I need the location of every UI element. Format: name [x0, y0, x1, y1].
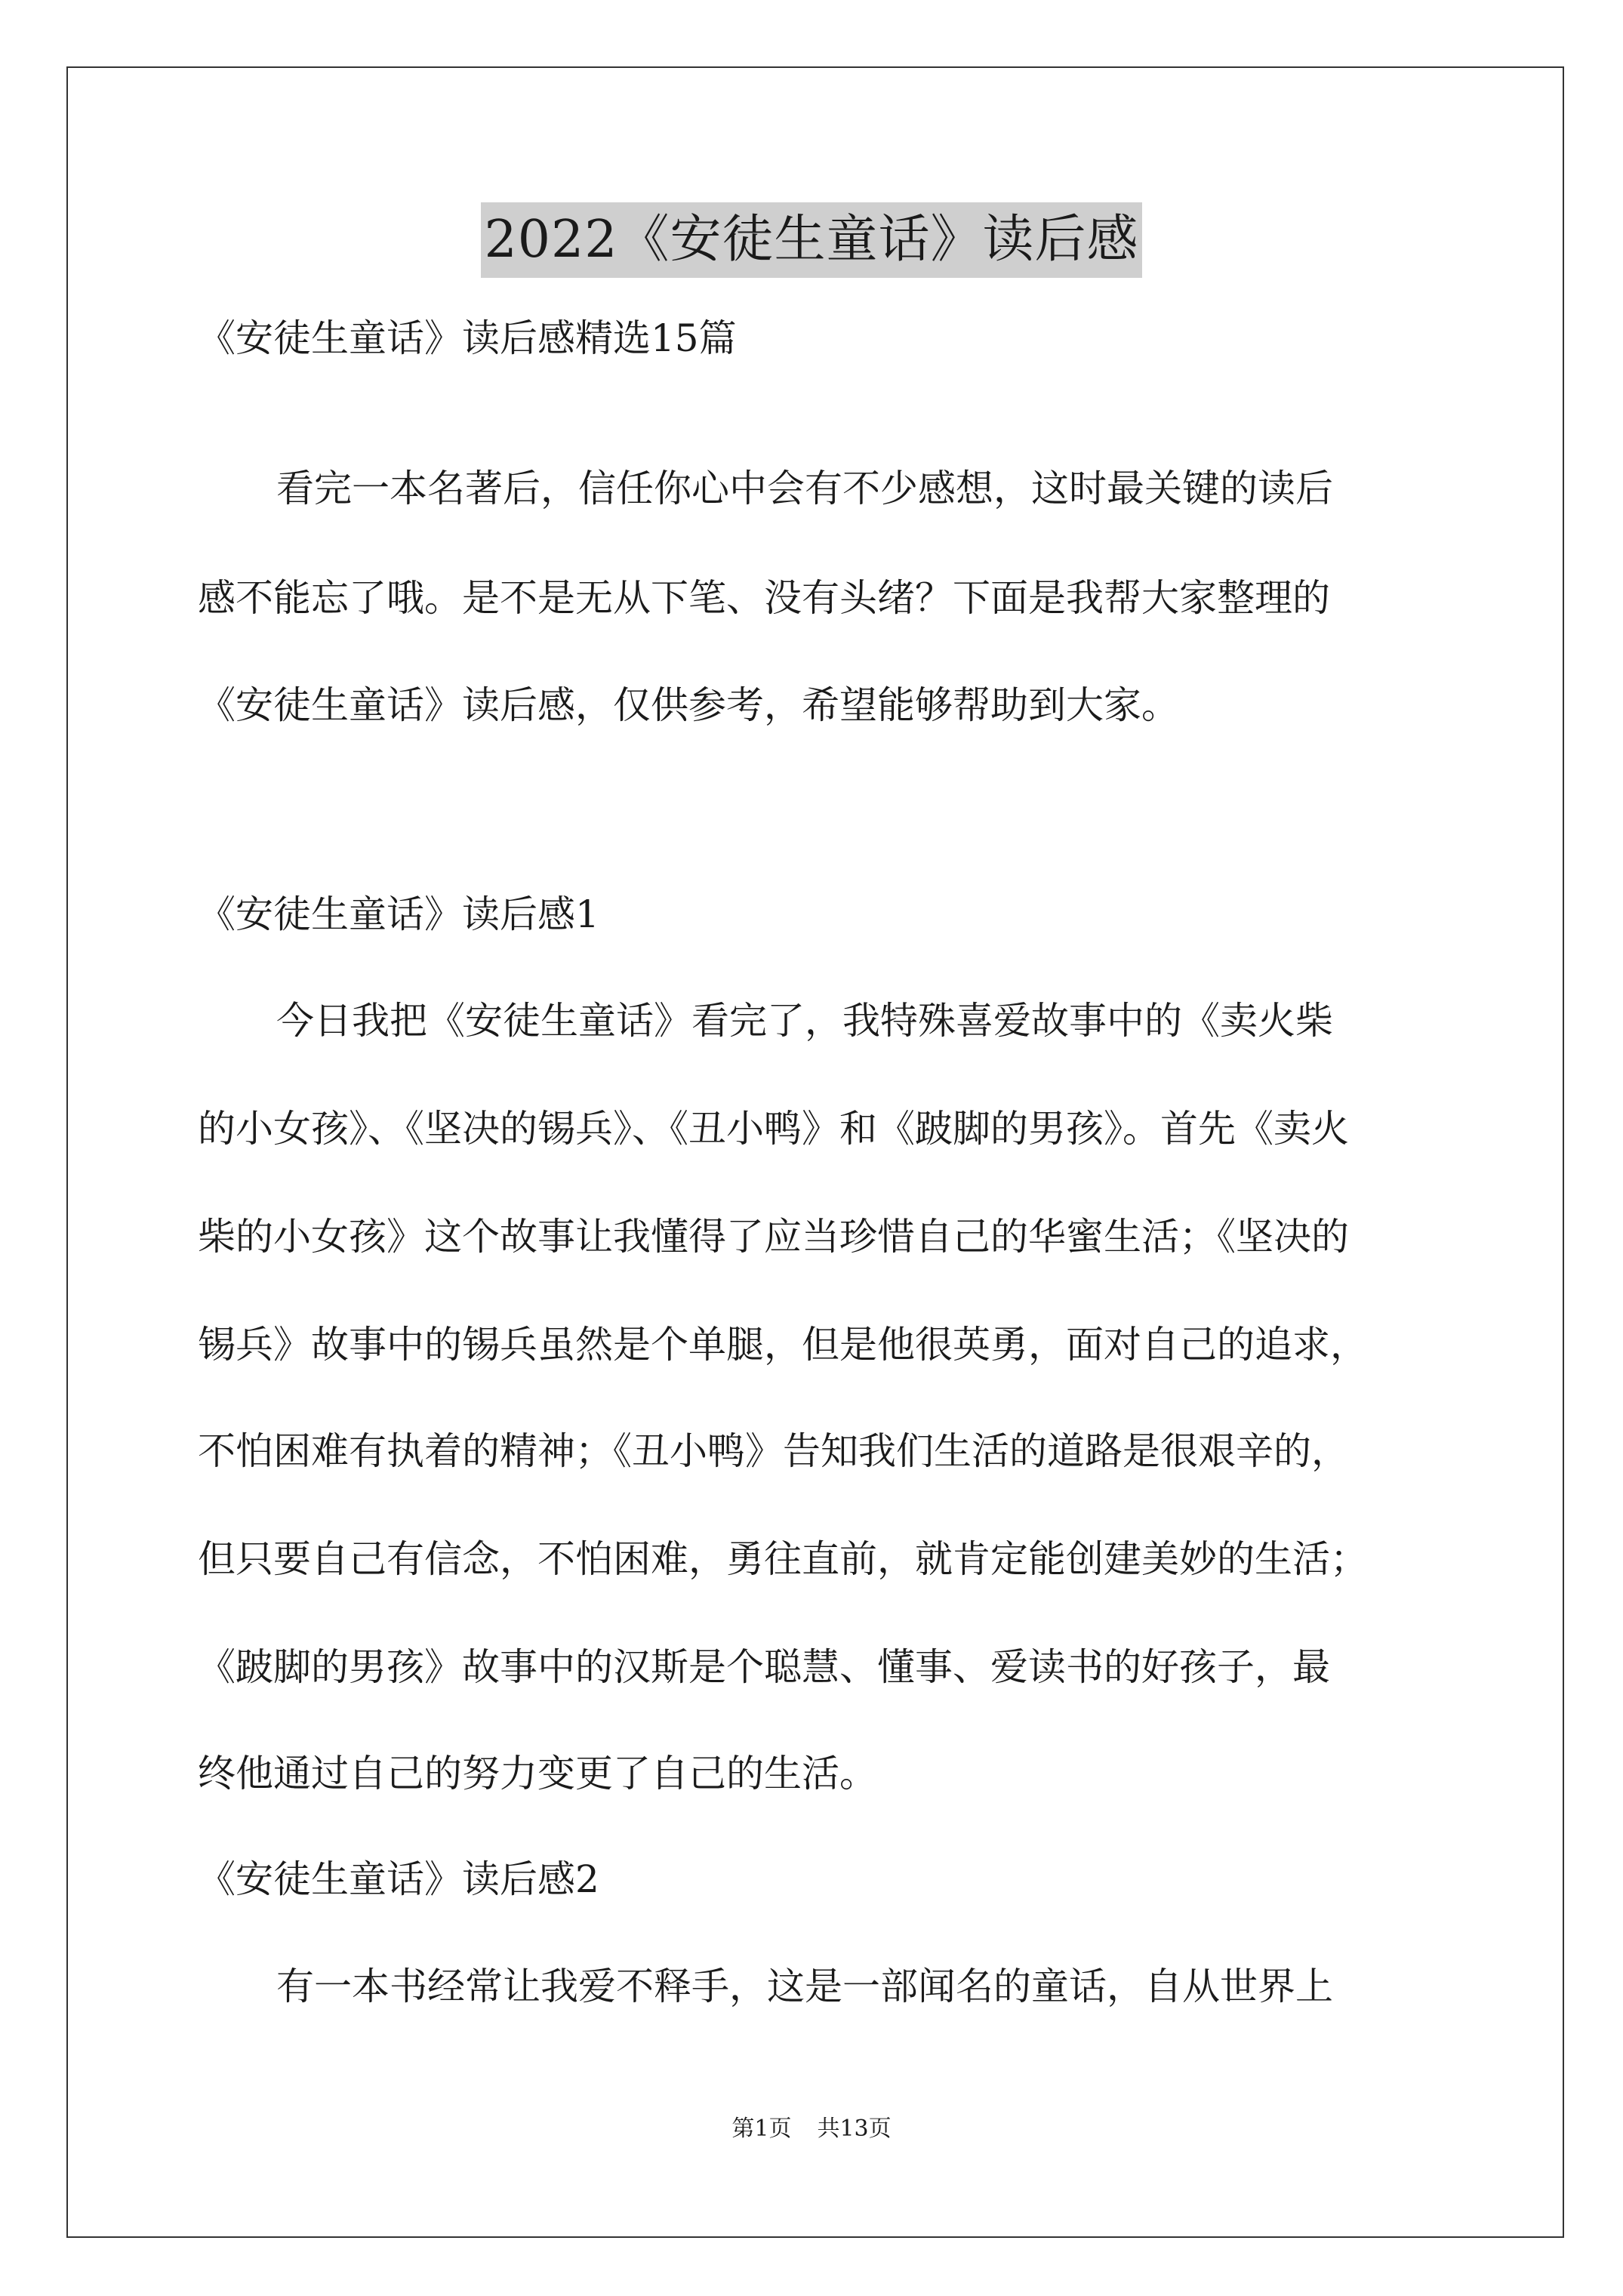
section2-heading: 《安徒生童话》读后感2: [198, 1857, 599, 1901]
title-container: [0, 202, 1623, 278]
section1-heading: 《安徒生童话》读后感1: [198, 892, 599, 936]
section1-line-5: 不怕困难有执着的精神；《丑小鸭》告知我们生活的道路是很艰辛的，: [198, 1429, 1349, 1473]
page-footer: [0, 2114, 1623, 2144]
section1-line-4: 锡兵》故事中的锡兵虽然是个单腿，但是他很英勇，面对自己的追求，: [198, 1323, 1368, 1367]
subtitle: 《安徒生童话》读后感精选15篇: [198, 316, 737, 360]
page-number: 第1页: [731, 2116, 792, 2142]
page-total: 共13页: [817, 2116, 892, 2142]
section1-line-7: 《跛脚的男孩》故事中的汉斯是个聪慧、懂事、爱读书的好孩子，最: [198, 1645, 1330, 1689]
intro-line-3: 《安徒生童话》读后感，仅供参考，希望能够帮助到大家。: [198, 683, 1179, 727]
intro-line-2: 感不能忘了哦。是不是无从下笔、没有头绪？下面是我帮大家整理的: [198, 576, 1330, 620]
section1-line-6: 但只要自己有信念，不怕困难，勇往直前，就肯定能创建美妙的生活；: [198, 1537, 1368, 1581]
section1-line-3: 柴的小女孩》这个故事让我懂得了应当珍惜自己的华蜜生活；《坚决的: [198, 1215, 1349, 1259]
document-title: 2022《安徒生童话》读后感: [481, 202, 1141, 278]
section2-line-1: 有一本书经常让我爱不释手，这是一部闻名的童话，自从世界上: [276, 1965, 1333, 2008]
intro-line-1: 看完一本名著后，信任你心中会有不少感想，这时最关键的读后: [276, 467, 1333, 510]
section1-line-1: 今日我把《安徒生童话》看完了，我特殊喜爱故事中的《卖火柴: [276, 999, 1333, 1043]
section1-line-2: 的小女孩》、《坚决的锡兵》、《丑小鸭》和《跛脚的男孩》。首先《卖火: [198, 1107, 1349, 1151]
section1-line-8: 终他通过自己的努力变更了自己的生活。: [198, 1752, 877, 1795]
